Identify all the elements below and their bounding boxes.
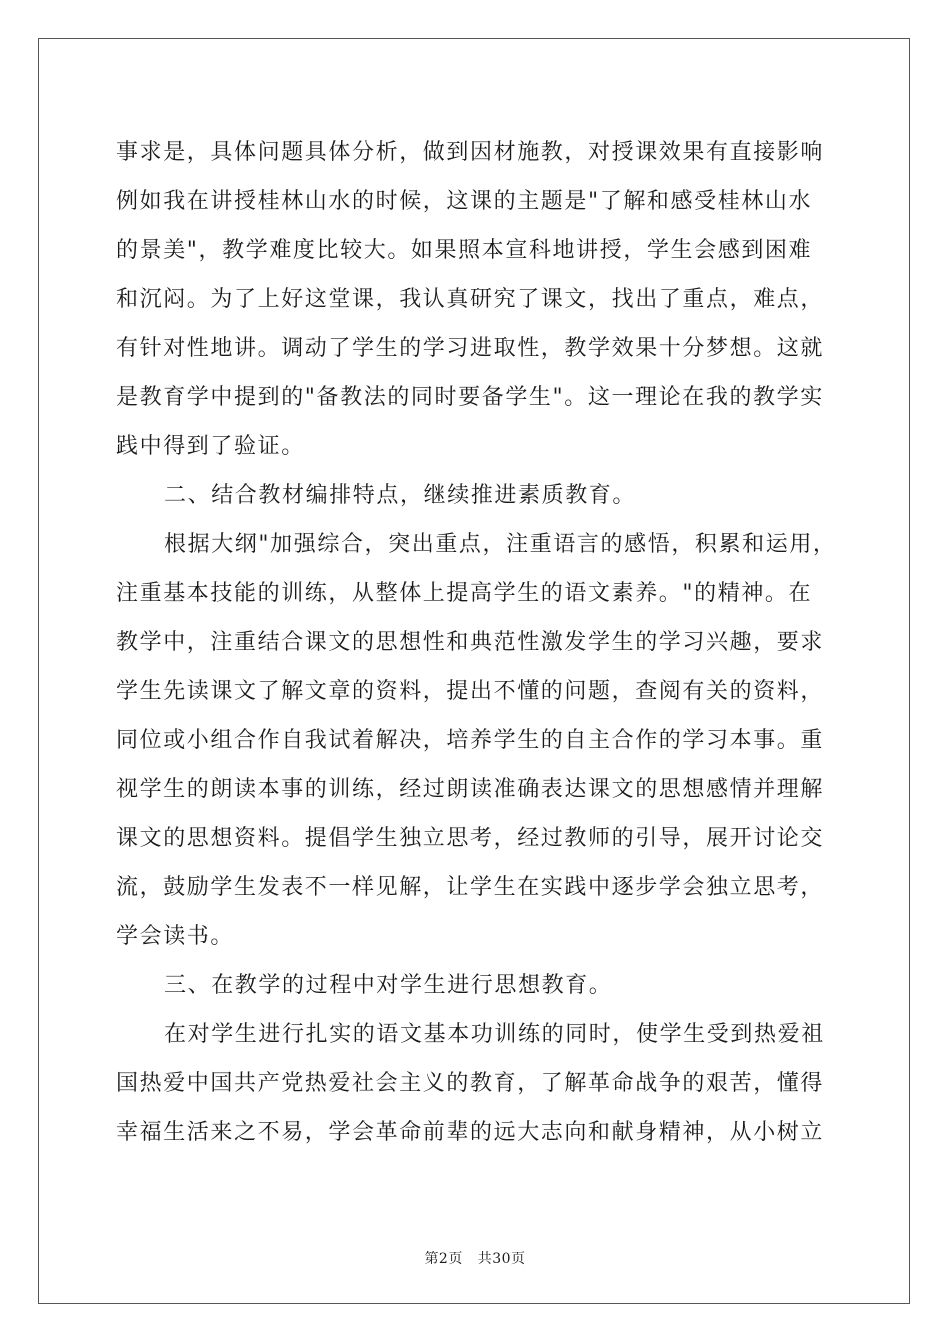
text-line: 同位或小组合作自我试着解决，培养学生的自主合作的学习本事。重 [116,728,825,753]
text-line: 流，鼓励学生发表不一样见解，让学生在实践中逐步学会独立思考， [116,875,825,900]
page-number: 第2页 [424,1251,463,1267]
text-line: 课文的思想资料。提倡学生独立思考，经过教师的引导，展开讨论交 [116,826,825,851]
page-footer [0,1248,950,1268]
section-heading: 三、在教学的过程中对学生进行思想教育。 [164,973,613,998]
text-line: 学会读书。 [116,924,235,949]
text-line: 事求是，具体问题具体分析，做到因材施教，对授课效果有直接影响 [116,140,825,165]
text-line: 幸福生活来之不易，学会革命前辈的远大志向和献身精神，从小树立 [116,1120,825,1145]
text-line: 根据大纲"加强综合，突出重点，注重语言的感悟，积累和运用， [164,532,837,557]
text-line: 国热爱中国共产党热爱社会主义的教育，了解革命战争的艰苦，懂得 [116,1071,825,1096]
text-line: 和沉闷。为了上好这堂课，我认真研究了课文，找出了重点，难点， [116,287,825,312]
section-heading: 二、结合教材编排特点，继续推进素质教育。 [164,483,637,508]
text-line: 有针对性地讲。调动了学生的学习进取性，教学效果十分梦想。这就 [116,336,825,361]
text-line: 的景美"，教学难度比较大。如果照本宣科地讲授，学生会感到困难 [116,238,813,263]
text-line: 在对学生进行扎实的语文基本功训练的同时，使学生受到热爱祖 [164,1022,825,1047]
text-line: 教学中，注重结合课文的思想性和典范性激发学生的学习兴趣，要求 [116,630,825,655]
text-line: 践中得到了验证。 [116,434,305,459]
text-line: 学生先读课文了解文章的资料，提出不懂的问题，查阅有关的资料， [116,679,825,704]
page-total: 共30页 [477,1251,526,1267]
document-body [116,128,836,1157]
text-line: 注重基本技能的训练，从整体上提高学生的语文素养。"的精神。在 [116,581,813,606]
text-line: 例如我在讲授桂林山水的时候，这课的主题是"了解和感受桂林山水 [116,189,813,214]
text-line: 视学生的朗读本事的训练，经过朗读准确表达课文的思想感情并理解 [116,777,825,802]
text-line: 是教育学中提到的"备教法的同时要备学生"。这一理论在我的教学实 [116,385,824,410]
